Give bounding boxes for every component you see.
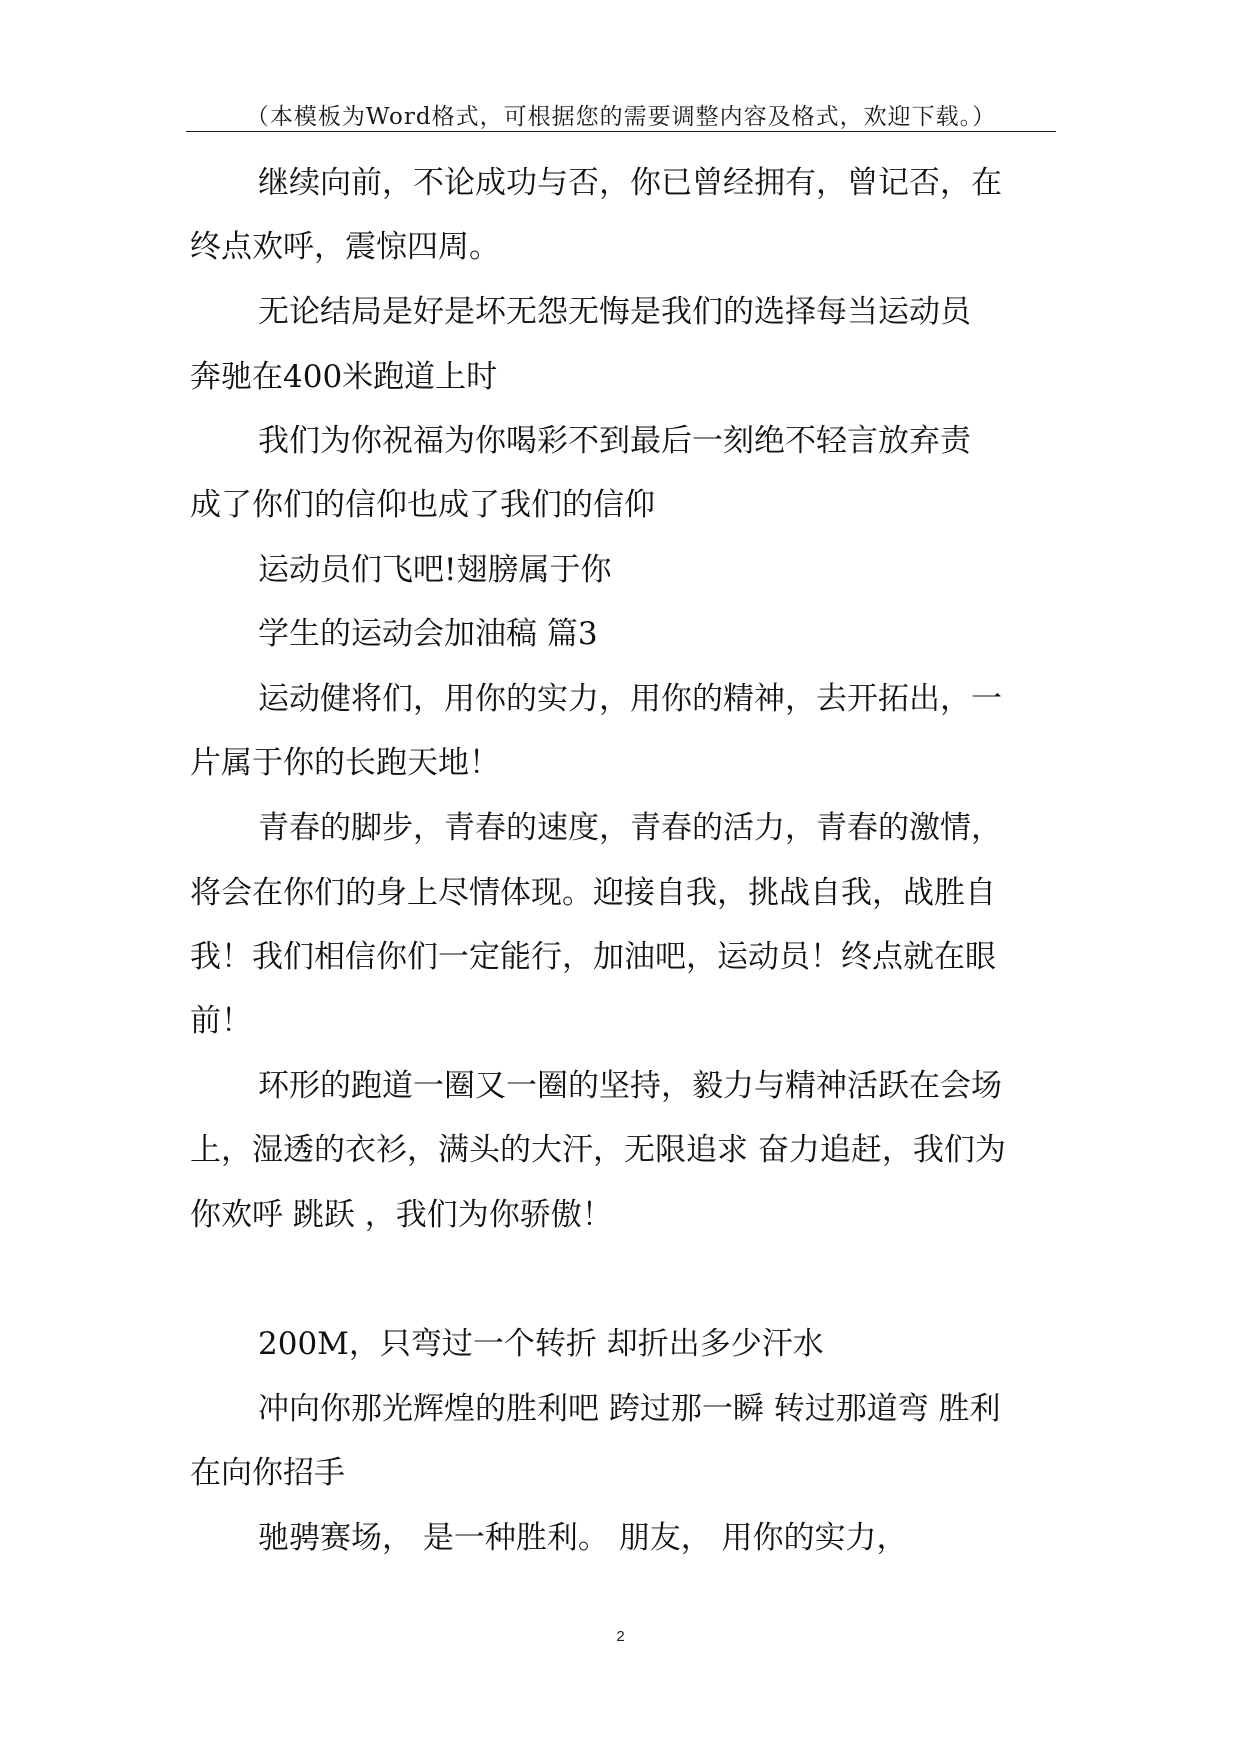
paragraph-line: 上，湿透的衣衫，满头的大汗，无限追求 奋力追赶，我们为 [190, 1132, 1006, 1168]
paragraph-line: 200M，只弯过一个转折 却折出多少汗水 [258, 1326, 824, 1362]
paragraph-line: 在向你招手 [190, 1455, 345, 1491]
paragraph-line: 成了你们的信仰也成了我们的信仰 [190, 487, 655, 523]
template-note-header: （本模板为Word格式，可根据您的需要调整内容及格式，欢迎下载。） [245, 104, 997, 130]
paragraph-line: 继续向前，不论成功与否，你已曾经拥有，曾记否，在 [258, 165, 1002, 201]
paragraph-line: 青春的脚步，青春的速度，青春的活力，青春的激情， [258, 810, 1002, 846]
paragraph-line: 终点欢呼，震惊四周。 [190, 229, 500, 265]
paragraph-line: 前！ [190, 1003, 252, 1039]
paragraph-line: 运动员们飞吧!翅膀属于你 [258, 552, 612, 588]
paragraph-line: 运动健将们，用你的实力，用你的精神，去开拓出，一 [258, 681, 1002, 717]
paragraph-line: 我！我们相信你们一定能行，加油吧，运动员！终点就在眼 [190, 939, 996, 975]
paragraph-line: 片属于你的长跑天地！ [190, 745, 500, 781]
page-number: 2 [616, 1628, 625, 1645]
paragraph-line: 冲向你那光辉煌的胜利吧 跨过那一瞬 转过那道弯 胜利 [258, 1391, 1001, 1427]
section-heading: 学生的运动会加油稿 篇3 [258, 616, 598, 652]
paragraph-line: 你欢呼 跳跃 ，我们为你骄傲！ [190, 1197, 613, 1233]
paragraph-line: 驰骋赛场， 是一种胜利。 朋友， 用你的实力， [258, 1520, 908, 1556]
paragraph-line: 我们为你祝福为你喝彩不到最后一刻绝不轻言放弃责 [258, 423, 971, 459]
header-divider [186, 131, 1056, 132]
paragraph-line: 环形的跑道一圈又一圈的坚持，毅力与精神活跃在会场 [258, 1068, 1002, 1104]
paragraph-line: 将会在你们的身上尽情体现。迎接自我，挑战自我，战胜自 [190, 875, 996, 911]
paragraph-line: 奔驰在400米跑道上时 [190, 359, 498, 395]
paragraph-line: 无论结局是好是坏无怨无悔是我们的选择每当运动员 [258, 294, 971, 330]
